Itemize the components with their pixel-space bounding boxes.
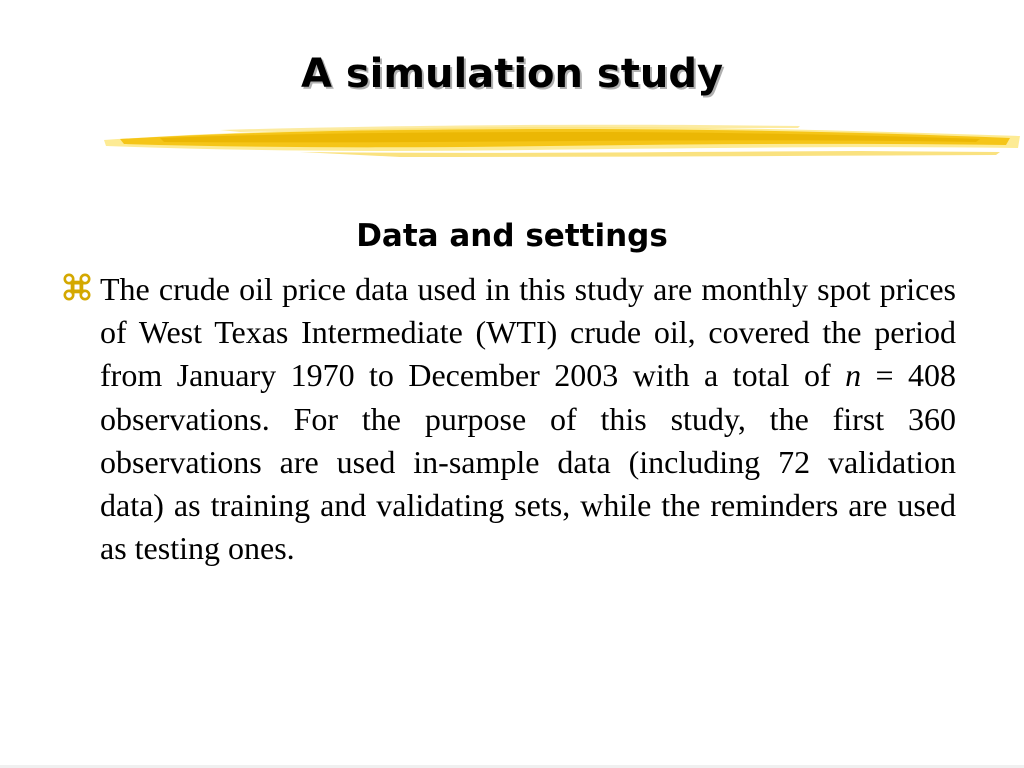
bullet-item [62,268,958,570]
slide-title: A simulation study [300,51,724,97]
section-subheading: Data and settings [356,218,668,254]
title-underline-brushstroke [100,118,1024,164]
command-key-icon [62,272,92,302]
variable-n: n [845,357,862,394]
bullet-text [100,268,956,570]
bullet-text-part-1: The crude oil price data used in this study are monthly spot prices of West Texas Intermediate (WTI) crude oil, covered the period from January 1970 to December 2003 with a total of [100,271,956,394]
bullet-text-part-2: = 408 observations. For the purpose of this study, the first 360 observations are used in-sample data (including 72 validation data) as training and validating sets, while the reminders are used as testing ones. [100,357,956,567]
